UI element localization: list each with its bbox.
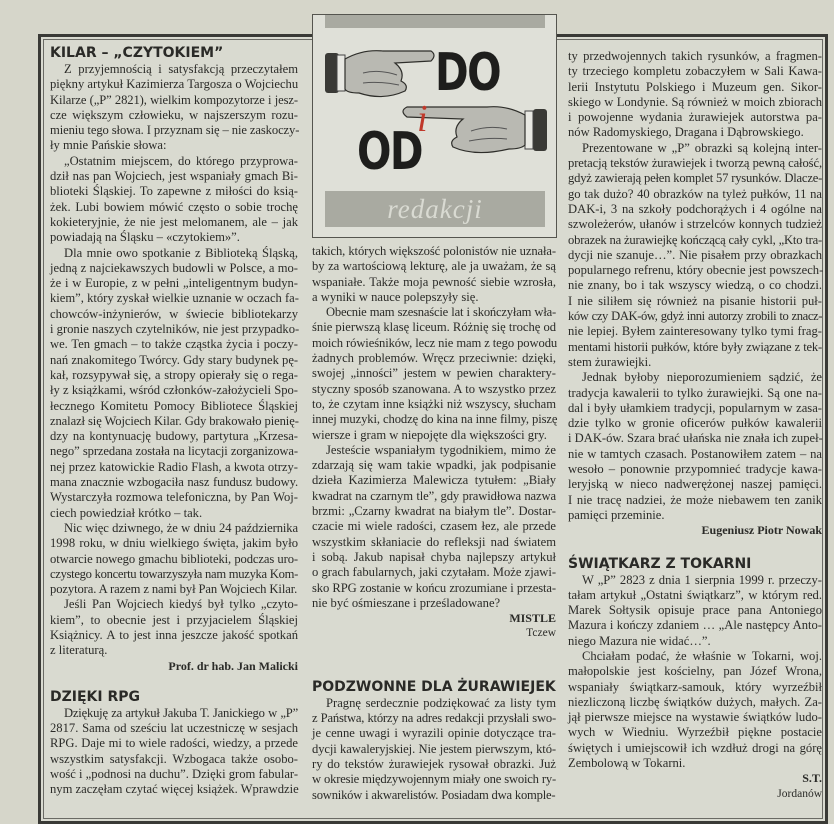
text-line: lerii Instytutu Polskiego i Muzeum gen. Sikor- [568, 79, 822, 94]
text-line: dzieła Kazimierza Malewicza tytułem: „Biały [312, 473, 556, 488]
text-line: dycji kawaleryjskiej. Nie jestem pierwszym, któ- [312, 741, 556, 756]
text-line: tradycja kawalerii to tylko żurawiejki. Są one na- [568, 385, 822, 400]
text-line: takich, których większość polonistów nie uznała- [312, 244, 556, 258]
text-line: wość i „podnosi na duchu”. Dzięki grom fabular- [50, 767, 299, 782]
text-line: I nie tracę nadziei, że może niebawem ten zanik [568, 492, 822, 507]
text-line: stem żurawiejki. [568, 354, 652, 369]
author-location: Jordanów [777, 787, 822, 800]
text-line: to, że czytam inne książki niż wszyscy, słucham [312, 396, 556, 411]
text-line: Marek Sołtysik opisuje prace pana Antoniego [568, 603, 822, 618]
text-line: obrazek na żurawiejkę kończącą cały cykl, „Kto tra- [568, 232, 822, 247]
text-line: szwoleżerów, ułanów i strzelców konnych tudzież [568, 217, 822, 232]
text-line: wspaniały świątkarz-samouk, który wyrzeźbił [568, 679, 822, 694]
text-line: 2817. Sama od sześciu lat uczestniczę w sesjach [50, 721, 298, 736]
text-line: wiersze i gram w niepojęte dla większości gry. [312, 427, 547, 442]
text-line: zdarzają się wam takie wpadki, jak podpisanie [312, 458, 556, 473]
text-line: mieniu tego słowa. I przyznam się – nie zaskoczy- [50, 123, 300, 138]
author-location: Tczew [526, 627, 556, 640]
text-line: nów Radomyskiego, Dragana i Dąbrowskiego. [568, 125, 804, 140]
text-line: go tak dużo? 40 obrazków na tyleż pułków, 11 na [568, 186, 822, 201]
text-line: kiem”, to obecnie jest i przyjacielem Śląskiej [50, 612, 298, 627]
text-line: łecznego Komitetu Pomocy Bibliotece Śląskiej [50, 398, 298, 413]
text-line: kiem”, który zyskał wielkie uznanie w oczach fa- [50, 291, 299, 306]
text-line: znalazł się Wojciech Kilar. Gdy brakowało pienię- [50, 413, 299, 428]
text-line: wszystkim skłaniacie do refleksji nad światem [312, 534, 556, 549]
text-line: „Ostatnim miejscem, do którego przyprowa- [64, 153, 298, 168]
text-line: nań znakomitego Twórcy. Gdy stary budynek pę- [50, 352, 299, 367]
text-line: dzie tylko w gronie oficerów pułków kawalerii [568, 416, 822, 431]
text-line: Kilarze („P” 2821), wielkim kompozytorze i jesz- [50, 92, 298, 107]
logo-subtitle: redakcji [387, 194, 483, 224]
article-paragraph [568, 370, 822, 523]
text-line: i gronie naszych czytelników, nie jest przypadko- [50, 322, 300, 337]
text-line: a wyniki w nauce polepszyły się. [312, 289, 479, 304]
logo-bottom-bar [325, 191, 545, 227]
text-line: i powojenne wydania żurawiejek autorstwa pa- [568, 110, 822, 125]
text-line: Książnicy. A to jest inna jeszcze jakość spotkań [50, 627, 298, 642]
article-paragraph [50, 62, 298, 154]
text-line: RPG. Daje mi to wiele radości, wiedzy, a przede [50, 736, 298, 751]
text-line: sowników i akwarelistów. Posiadam dwa komple- [312, 787, 556, 802]
text-line: mana znacznie wzbogaciła nasz fundusz budowy. [50, 475, 298, 490]
text-line: pozytora. A razem z nami był Pan Wojciech Kilar. [50, 582, 298, 597]
text-line: wych w Wiedniu. Wyrzeźbił piękne postacie [568, 725, 822, 740]
text-line: czacie mi wiele radości, czasem łez, ale przede [312, 519, 556, 534]
text-line: ły z książkami, wśród członków-założycieli Spo- [50, 383, 298, 398]
text-line: Jednak byłoby nieporozumieniem sądzić, że [582, 370, 822, 385]
text-line: pamięci przeminie. [568, 507, 665, 522]
text-line: nie w tamtych czasach. Postanowiłem zatem – na [568, 446, 822, 461]
text-line: Obecnie mam szesnaście lat i skończyłam wła- [326, 305, 556, 320]
text-line: nie lepiej. Byłem zainteresowany tylko tymi frag- [568, 324, 822, 339]
text-line: w okresie międzywojennym miały one swoich ry- [312, 772, 556, 787]
text-line: ły mnie Pańskie słowa: [50, 138, 167, 153]
text-line: we. Ten gmach – to także cząstka życia i poczy- [50, 337, 298, 352]
article-paragraph [312, 305, 556, 443]
text-line: Mazura i kończy zdaniem … „Ale następcy Anto- [568, 618, 822, 633]
text-line: dycji nie szanuje…”. Nie pisałem przy obrazkach [568, 247, 822, 262]
text-line: chowców-inżynierów, w świecie bibliotekarzy [50, 306, 298, 321]
text-line: z literaturą. [50, 643, 108, 658]
text-line: nym zaczęłam czytać więcej książek. Wprawdzie [50, 782, 299, 797]
text-line: sko RPG zostanie w końcu zrozumiane i przesta- [312, 580, 556, 595]
pointing-hand-right-icon [325, 51, 434, 97]
text-line: Dziękuję za artykuł Jakuba T. Janickiego w „P” [64, 705, 298, 720]
article-paragraph [568, 573, 822, 649]
text-line: blioteki Śląskiej. To zapewne z miłości do ksią- [50, 184, 298, 199]
text-line: Pragnę serdecznie podziękować za listy tym [326, 695, 556, 710]
text-line: skiego w Londynie. Są również w moich zbiorach [568, 94, 822, 109]
text-line: leryjską w nieco nadwerężonej naszej pamięci. [568, 477, 822, 492]
text-line: popularnego refrenu, który obecnie jest powszech- [568, 263, 824, 278]
text-line: nie być ośmieszane i prześladowane? [312, 595, 501, 610]
text-line: kokieteryjnie, że nie jest melomanem, ale – jak [50, 214, 298, 229]
text-line: nej przez katowickie Radio Flash, a kwota otrzy- [50, 459, 298, 474]
text-line: powiadają na Śląsku – «czytokiem»”. [50, 230, 240, 245]
text-line: I nie siliłem się również na pisanie historii puł- [568, 293, 822, 308]
text-line: Jesteście wspaniałym tygodnikiem, mimo że [326, 442, 556, 457]
text-line: niezliczoną liczbę świątków dużych, małych. Za- [568, 694, 822, 709]
text-line: wszystkim satysfakcji. Wzbogaca także osobo- [50, 751, 298, 766]
author-signature: S.T. [802, 771, 822, 786]
article-paragraph [50, 154, 298, 246]
article-paragraph [50, 246, 298, 521]
text-line: Chciałam podać, że właśnie w Tokarni, woj. [582, 648, 822, 663]
text-line: Prezentowane w „P” obrazki są kolejną inter- [582, 140, 822, 155]
article-heading: DZIĘKI RPG [50, 688, 141, 705]
text-line: kał, rozsypywał się, a stropy opierały się o rega- [50, 367, 298, 382]
article-paragraph [312, 696, 556, 803]
text-line: Z przyjemnością i satysfakcją przeczytałem [64, 62, 298, 76]
logo-i: i [417, 98, 428, 140]
article-paragraph [50, 706, 298, 798]
text-line: jął pierwsze miejsce na wystawie świątków ludo- [568, 710, 822, 725]
text-line: tałam artykuł „Ostatni świątkarz”, w którym red. [568, 587, 822, 602]
text-line: czystego koncertu towarzyszyła nam muzyka Kom- [50, 566, 298, 581]
text-line: nie znany, bo i tak wszyscy wiedzą, o co chodzi. [568, 278, 822, 293]
article-paragraph [568, 141, 822, 370]
text-line: swojej „inności” jestem w pewien charaktery- [312, 366, 556, 381]
text-line: Zembolową w Tokarni. [568, 756, 686, 771]
text-line: żadnych problemów. Wręcz przeciwnie: dzięki, [312, 351, 556, 366]
text-line: pretacją tekstów żurawiejek i tworzą pewną całość, [568, 156, 822, 171]
logo-od: OD [357, 122, 423, 182]
text-line: jedną z najciekawszych budowli w Polsce, a mo- [50, 260, 298, 275]
author-signature: Prof. dr hab. Jan Malicki [168, 658, 298, 673]
author-signature: MISTLE [509, 611, 556, 626]
text-line: wspaniałe. Także moja pewność siebie wzrosła, [312, 274, 556, 289]
text-line: wesoło – ponownie przypomnieć tradycje kawa- [568, 462, 822, 477]
article-paragraph [568, 649, 822, 771]
text-line: gdyż zawierają pełen komplet 57 rysunków. Dlacze- [568, 171, 823, 186]
author-signature: Eugeniusz Piotr Nowak [701, 523, 822, 538]
text-line: niego Mazura nie widać…”. [568, 633, 711, 648]
text-line: otwarcie nowego gmachu biblioteki, podczas uro- [50, 551, 298, 566]
text-line: nego” sprzedana została na licytacji zorganizowa- [50, 444, 298, 459]
text-line: świętych i umiejscowił ich wzdłuż drogi na górę [568, 740, 822, 755]
text-line: DAK-i, 3 na szkoły podchorążych i 4 ogólne na [568, 201, 822, 216]
text-line: brzmi: „Czarny kwadrat na białym tle”. Dostar- [312, 504, 556, 519]
text-line: śnie pierwszą klasę liceum. Różnię się trochę od [312, 320, 557, 335]
column-middle [312, 244, 556, 803]
text-line: ty trzeciego kompletu zobaczyłem w Sali Kawa- [568, 64, 822, 79]
logo-do: DO [435, 43, 501, 103]
text-line: styczny sposób szanowana. A to wszystko przez [312, 381, 556, 396]
text-line: ty przedwojennych takich rysunków, a fragmen- [568, 49, 822, 63]
text-line: innej muzyki, chodzę do kina na inne filmy, piszę [312, 412, 558, 427]
text-line: dal i były ułamkiem tradycji, popularnym w zasa- [568, 400, 822, 415]
text-line: i sobą. Jakub napisał chyba najlepszy artykuł [312, 549, 556, 564]
text-line: i DAK-ów. Szara brać ułańska nie znała ich zupeł- [568, 431, 823, 446]
article-paragraph [50, 597, 298, 658]
text-line: że i w Europie, z w pełni „inteligentnym budyn- [50, 276, 298, 291]
article-heading: KILAR – „CZYTOKIEM” [50, 45, 224, 61]
text-line: Nic więc dziwnego, że w dniu 24 października [64, 520, 298, 535]
text-line: piękny artykuł Kazimierza Targosza o Wojciechu [50, 77, 299, 92]
text-line: ry do tekstów żurawiejek rysował obrazki. Już [312, 756, 556, 771]
column-left [50, 44, 298, 798]
text-line: moich rówieśników, lecz nie mam z tego powodu [312, 335, 558, 350]
text-line: dzy na kontynuację budowy, partytura „Krzesa- [50, 429, 298, 444]
text-line: ków czy DAK-ów, gdyż inni autorzy zrobili to znacz- [568, 309, 822, 324]
text-line: o grach fabularnych, jaki czytałam. Może zjawi- [312, 565, 557, 580]
section-logo [312, 14, 557, 238]
text-line: je cenne uwagi i wyrazili opinie dotyczące tra- [312, 726, 556, 741]
text-line: dził nas pan Wojciech, jest wspaniały gmach Bi- [50, 169, 298, 184]
text-line: mentami historii pułków, które były związane z tek- [568, 339, 822, 354]
text-line: cze większym człowieku, w najszerszym rozu- [50, 107, 298, 122]
article-paragraph [312, 443, 556, 611]
article-heading: ŚWIĄTKARZ Z TOKARNI [568, 555, 752, 572]
text-line: by za wartościową lekturę, ale ja uważam, że są [312, 259, 556, 274]
text-line: ciech powiedział krótko – tak. [50, 505, 203, 520]
article-paragraph [50, 521, 298, 597]
text-line: W „P” 2823 z dnia 1 sierpnia 1999 r. przeczy- [582, 572, 822, 587]
article-paragraph [568, 49, 822, 141]
article-paragraph [312, 244, 556, 305]
column-right [568, 49, 822, 802]
text-line: Dla mnie owo spotkanie z Biblioteką Śląską, [64, 245, 298, 260]
text-line: 1998 roku, w dniu wielkiego święta, jakim było [50, 536, 298, 551]
text-line: małopolskie jest kościelny, pan Józef Wrona, [568, 664, 822, 679]
text-line: Jeśli Pan Wojciech kiedyś był tylko „czyto- [64, 597, 298, 612]
article-heading: PODZWONNE DLA ŻURAWIEJEK [312, 678, 556, 695]
text-line: żek. Lubi bowiem mówić często o sobie trochę [50, 199, 298, 214]
text-line: Wystarczyła rozmowa telefoniczna, by Pan Woj- [50, 490, 298, 505]
text-line: kwadrat na czarnym tle”, gdy prawidłowa nazwa [312, 488, 556, 503]
text-line: z Państwa, którzy na adres redakcji przysłali swo- [312, 711, 556, 726]
